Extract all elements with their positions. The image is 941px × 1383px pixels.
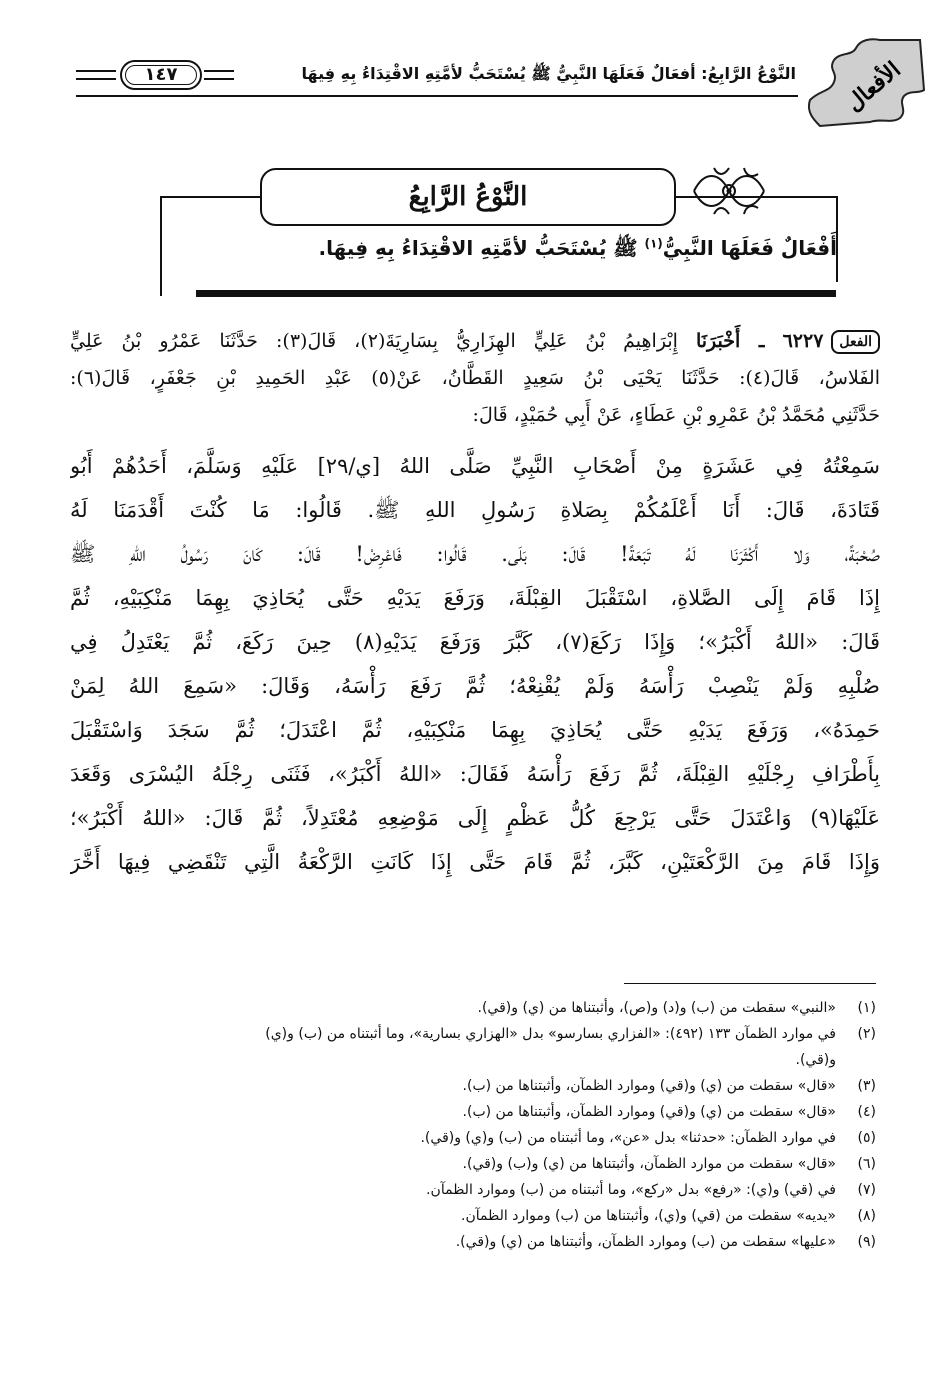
section-frame-top-left [160, 196, 260, 198]
matn-line: بِأَطْرَافِ رِجْلَيْهِ القِبْلَةَ، ثُمَّ رَفَعَ رَأْسَهُ فَقَالَ: «اللهُ أَكْبَرُ»، فَثَنَى رِجْلَهُ اليُسْرَى وَقَعَدَ [70, 762, 880, 786]
footnote-number [836, 1047, 876, 1073]
footnote-number: (٤) [857, 1104, 876, 1120]
hadith-body [70, 323, 880, 884]
footnote-text: «يديه» سقطت من (قي) و(ي)، وأثبتناها من (ب) وموارد الظمآن. [461, 1208, 836, 1224]
isnad-line [70, 323, 880, 360]
matn-line: إِذَا قَامَ إِلَى الصَّلاةِ، اسْتَقْبَلَ القِبْلَةَ، وَرَفَعَ يَدَيْهِ حَتَّى يُحَاذِيَ بِهِمَا مَنْكِبَيْهِ، ثُمَّ [70, 586, 880, 610]
section-subtitle [157, 236, 837, 265]
chapter-tab-puzzle-icon [800, 30, 930, 130]
isnad-line: حَدَّثَنِي مُحَمَّدُ بْنُ عَمْرِو بْنِ عَطَاءٍ، عَنْ أَبِي حُمَيْدٍ، قَالَ: [472, 404, 880, 426]
section-subtitle-text: أَفْعَالٌ فَعَلَهَا النَّبِيُّ [662, 236, 837, 260]
section-title: النَّوْعُ الرَّابِعُ [260, 168, 676, 226]
isnad-line: الفَلاسُ، قَالَ(٤): حَدَّثَنَا يَحْيَى بْنُ سَعِيدٍ القَطَّانُ، عَنْ(٥) عَبْدِ الحَمِيدِ بْنِ جَعْفَرٍ، قَالَ(٦): [70, 367, 880, 389]
matn-line: صُلْبِهِ وَلَمْ يَنْصِبْ رَأْسَهُ وَلَمْ يُقْنِعْهُ؛ ثُمَّ رَفَعَ رَأْسَهُ، وَقَالَ: «سَمِعَ اللهُ لِمَنْ [70, 674, 880, 698]
footnote-number: (٥) [857, 1130, 876, 1146]
footnote-item [70, 1099, 876, 1125]
footnote-separator [624, 983, 876, 984]
header-underline [76, 95, 798, 97]
footnote-item [70, 1073, 876, 1099]
footnote-item [70, 1151, 876, 1177]
footnote-number: (٩) [857, 1234, 876, 1250]
footnote-text: «عليها» سقطت من (ب) وموارد الظمآن، وأثبتناها من (ي) و(قي). [455, 1234, 836, 1250]
section-subtitle-rest: ﷺ يُسْتَحَبُّ لأمَّتِهِ الاقْتِدَاءُ بِهِ فِيهَا. [318, 236, 638, 260]
footnote-text: «قال» سقطت من (ي) و(قي) وموارد الظمآن، وأثبتناها من (ب). [462, 1078, 836, 1094]
matn-line: قَتَادَةَ، قَالَ: أَنَا أَعْلَمُكُمْ بِصَلاةِ رَسُولِ اللهِ ﷺ. قَالُوا: مَا كُنْتَ أَقْدَمَنَا لَهُ [70, 498, 880, 522]
hadith-isnad [70, 323, 880, 434]
header-double-rule-middle [204, 70, 234, 80]
footnote-number: (٦) [857, 1156, 876, 1172]
footnote-ref: (١) [644, 236, 663, 251]
footnote-number: (٣) [857, 1078, 876, 1094]
footnote-number: (١) [857, 1000, 876, 1016]
footnote-item [70, 1177, 876, 1203]
footnote-number: (٨) [857, 1208, 876, 1224]
chapter-tab-label: الأفعال [841, 56, 906, 117]
running-header-title: النَّوْعُ الرَّابِعُ: أفعَالٌ فَعَلَهَا النَّبِيُّ ﷺ يُسْتَحَبُّ لأمَّتِهِ الاقْتِدَاءُ بِهِ فِيهَا [301, 64, 796, 83]
running-header [76, 58, 796, 92]
matn-line: صُحْبَةً، وَلا أَكْثَرَنَا لَهُ تَبَعَةً! قَالَ: بَلَى. قَالُوا: فَاعْرِضْ! قَالَ: كَانَ رَسُولُ اللهِ ﷺ [70, 542, 880, 566]
floral-ornament-icon [684, 156, 774, 226]
footnotes [70, 995, 876, 1255]
footnote-item [70, 995, 876, 1021]
footnote-item [70, 1229, 876, 1255]
footnote-text: «النبي» سقطت من (ب) و(د) و(ص)، وأثبتناها من (ي) و(قي). [477, 1000, 836, 1016]
footnote-number: (٢) [857, 1026, 876, 1042]
footnote-text: في موارد الظمآن: «حدثنا» بدل «عن»، وما أثبتناه من (ب) و(ي) و(قي). [420, 1130, 836, 1146]
matn-line: وَإِذَا قَامَ مِنَ الرَّكْعَتَيْنِ، كَبَّرَ، ثُمَّ قَامَ حَتَّى إِذَا كَانَتِ الرَّكْعَةُ الَّتِي تَنْقَضِي فِيهَا أَخَّرَ [70, 850, 880, 874]
matn-line: قَالَ: «اللهُ أَكْبَرُ»؛ وَإِذَا رَكَعَ(٧)، كَبَّرَ وَرَفَعَ يَدَيْهِ(٨) حِينَ رَكَعَ، ثُمَّ يَعْتَدِلُ فِي [70, 630, 880, 654]
footnote-text: «قال» سقطت من موارد الظمآن، وأثبتناها من (ي) و(ب) و(قي). [462, 1156, 836, 1172]
hadith-akhbarana: ـ أَخْبَرَنَا [695, 330, 765, 352]
matn-line: حَمِدَهُ»، وَرَفَعَ يَدَيْهِ حَتَّى يُحَاذِيَ بِهِمَا مَنْكِبَيْهِ، ثُمَّ اعْتَدَلَ؛ ثُمَّ سَجَدَ وَاسْتَقْبَلَ [70, 718, 880, 742]
section-thick-rule [196, 290, 836, 297]
footnote-text: في موارد الظمآن ١٣٣ (٤٩٢): «الفزاري بسارسو» بدل «الهزاري بسارية»، وما أثبتناه من (ب) و(ي) [265, 1026, 836, 1042]
header-double-rule-left [76, 70, 116, 80]
footnote-item [70, 1203, 876, 1229]
footnote-text: في (قي) و(ي): «رفع» بدل «ركع»، وما أثبتناه من (ب) وموارد الظمآن. [426, 1182, 836, 1198]
footnote-item [70, 1021, 876, 1047]
page-number: ١٤٧ [120, 60, 202, 90]
matn-line: عَلَيْهَا(٩) وَاعْتَدَلَ حَتَّى يَرْجِعَ كُلُّ عَظْمٍ إِلَى مَوْضِعِهِ مُعْتَدِلاً، ثُمَّ قَالَ: «اللهُ أَكْبَرُ»؛ [70, 806, 880, 830]
footnote-text: و(قي). [795, 1052, 836, 1068]
footnote-item [70, 1125, 876, 1151]
hadith-matn [70, 444, 880, 884]
hadith-number: ٦٢٢٧ [782, 330, 824, 352]
matn-line: سَمِعْتُهُ فِي عَشَرَةٍ مِنْ أَصْحَابِ النَّبِيِّ صَلَّى اللهُ [ي/٢٩] عَلَيْهِ وَسَلَّمَ، أَحَدُهُمْ أَبُو [70, 454, 880, 478]
footnote-number: (٧) [857, 1182, 876, 1198]
hadith-category-label: الفعل [831, 330, 880, 354]
isnad-text: إِبْرَاهِيمُ بْنُ عَلِيٍّ الهِزَارِيُّ بِسَارِيَةَ(٢)، قَالَ(٣): حَدَّثَنَا عَمْرُو بْنُ عَلِيٍّ [70, 330, 678, 352]
footnote-item [70, 1047, 876, 1073]
footnote-text: «قال» سقطت من (ي) و(قي) وموارد الظمآن، وأثبتناها من (ب). [462, 1104, 836, 1120]
